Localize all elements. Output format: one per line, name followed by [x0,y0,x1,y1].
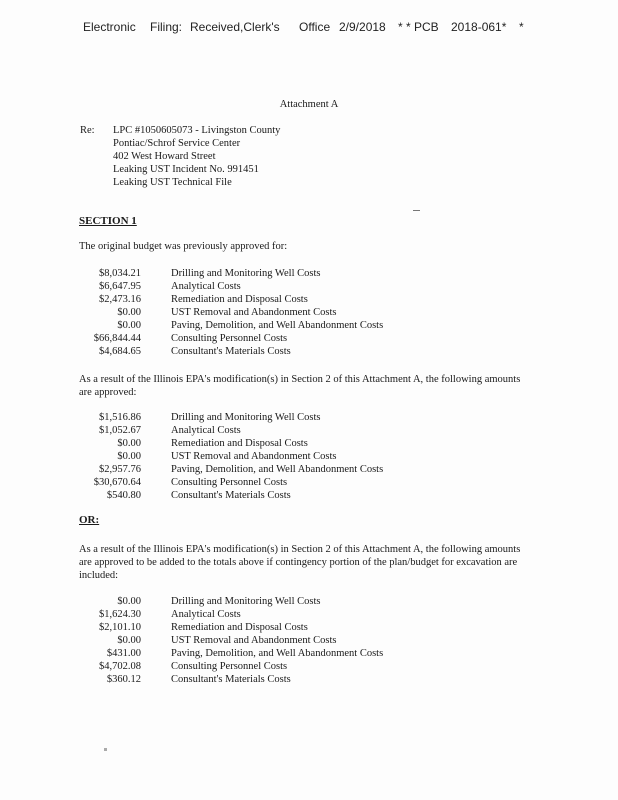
attachment-title: Attachment A [279,99,339,110]
cost-amount: $2,957.76 [99,464,141,475]
cost-row [79,345,499,358]
cost-row [79,319,499,332]
cost-row [79,306,499,319]
cost-row [79,293,499,306]
cost-amount: $8,034.21 [99,268,141,279]
cost-amount: $0.00 [117,320,141,331]
added-costs-table [79,595,499,686]
cost-row [79,411,499,424]
cost-amount: $2,101.10 [99,622,141,633]
cost-amount: $0.00 [117,451,141,462]
cost-row [79,463,499,476]
cost-label: Drilling and Monitoring Well Costs [171,268,321,279]
cost-row [79,489,499,502]
scan-mark [413,210,420,211]
cost-label: Consultant's Materials Costs [171,490,291,501]
cost-label: UST Removal and Abandonment Costs [171,307,337,318]
cost-label: Paving, Demolition, and Well Abandonment Costs [171,320,384,331]
re-block [113,124,280,189]
cost-row [79,267,499,280]
or-heading: OR: [79,514,100,526]
cost-label: Paving, Demolition, and Well Abandonment Costs [171,648,384,659]
cost-label: Drilling and Monitoring Well Costs [171,596,321,607]
stamp-trailing-star: * [519,20,524,34]
re-line-file: Leaking UST Technical File [113,177,232,188]
cost-amount: $4,684.65 [99,346,141,357]
cost-row [79,437,499,450]
stamp-received: Received,Clerk's [190,20,280,34]
cost-row [79,673,499,686]
cost-label: Consultant's Materials Costs [171,674,291,685]
cost-label: Consulting Personnel Costs [171,661,288,672]
cost-row [79,608,499,621]
stamp-office: Office [299,20,331,34]
cost-amount: $2,473.16 [99,294,141,305]
stamp-stars: * * PCB [398,20,439,34]
scan-mark [104,748,107,751]
cost-label: Paving, Demolition, and Well Abandonment Costs [171,464,384,475]
cost-amount: $6,647.95 [99,281,141,292]
added-intro: As a result of the Illinois EPA's modification(s) in Section 2 of this Attachment A, the following amounts are approved to be added to the totals above if contingency portion of the plan/budget for excavation are included: [79,544,521,581]
cost-amount: $431.00 [106,648,141,659]
cost-row [79,647,499,660]
cost-row [79,476,499,489]
cost-amount: $0.00 [117,307,141,318]
cost-amount: $0.00 [117,635,141,646]
re-line-address: 402 West Howard Street [113,151,216,162]
cost-amount: $360.12 [106,674,141,685]
cost-label: Remediation and Disposal Costs [171,438,308,449]
cost-amount: $0.00 [117,438,141,449]
cost-row [79,660,499,673]
cost-row [79,634,499,647]
cost-amount: $30,670.64 [93,477,141,488]
cost-amount: $540.80 [106,490,141,501]
cost-amount: $0.00 [117,596,141,607]
cost-label: UST Removal and Abandonment Costs [171,635,337,646]
cost-amount: $1,516.86 [99,412,141,423]
cost-amount: $4,702.08 [99,661,141,672]
original-budget-intro: The original budget was previously approved for: [79,241,288,252]
cost-label: Analytical Costs [171,425,241,436]
cost-label: Analytical Costs [171,609,241,620]
re-line-incident: Leaking UST Incident No. 991451 [113,164,259,175]
original-costs-table [79,267,499,358]
re-label: Re: [80,125,95,136]
cost-amount: $1,624.30 [99,609,141,620]
cost-amount: $1,052.67 [99,425,141,436]
stamp-case-number: 2018-061* [451,20,507,34]
modified-intro: As a result of the Illinois EPA's modification(s) in Section 2 of this Attachment A, the following amounts are approved: [79,374,521,398]
cost-label: Drilling and Monitoring Well Costs [171,412,321,423]
cost-label: UST Removal and Abandonment Costs [171,451,337,462]
cost-label: Consultant's Materials Costs [171,346,291,357]
cost-label: Analytical Costs [171,281,241,292]
cost-label: Remediation and Disposal Costs [171,294,308,305]
cost-row [79,424,499,437]
section-1-heading: SECTION 1 [79,215,137,227]
filing-stamp-header [0,20,618,40]
cost-row [79,332,499,345]
stamp-electronic: Electronic [83,20,136,34]
cost-row [79,280,499,293]
cost-amount: $66,844.44 [93,333,141,344]
cost-label: Consulting Personnel Costs [171,333,288,344]
re-line-lpc: LPC #1050605073 - Livingston County [113,125,281,136]
approved-costs-table [79,411,499,502]
cost-label: Consulting Personnel Costs [171,477,288,488]
re-line-site: Pontiac/Schrof Service Center [113,138,241,149]
cost-row [79,450,499,463]
stamp-filing: Filing: [150,20,183,34]
cost-row [79,595,499,608]
stamp-date: 2/9/2018 [339,20,386,34]
cost-label: Remediation and Disposal Costs [171,622,308,633]
cost-row [79,621,499,634]
